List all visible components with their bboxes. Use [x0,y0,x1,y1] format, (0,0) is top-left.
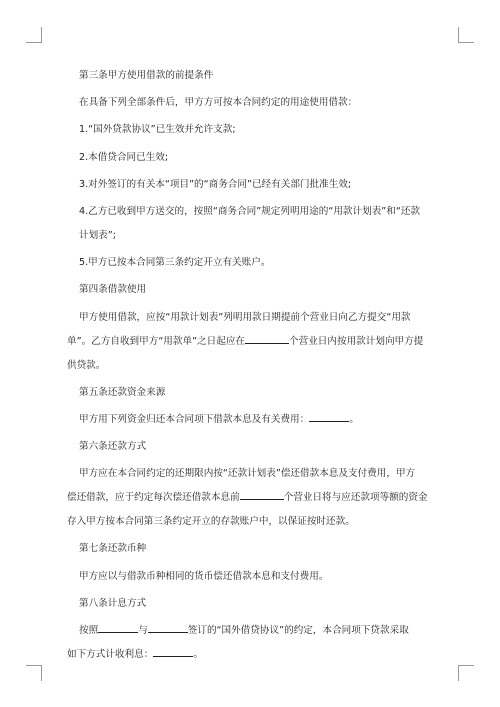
text-run: 与 [138,625,148,636]
crop-mark-top-left [41,27,42,43]
paragraph-line: 存入甲方按本合同第三条约定开立的存款账户中，以保证按时还款。 [67,516,355,528]
list-item: 1.“国外贷款协议”已生效并允许支款; [79,124,236,136]
text-run: 。 [193,649,203,660]
fill-in-blank[interactable] [153,646,193,657]
paragraph-line [79,619,435,643]
article-heading: 第六条还款方式 [79,441,147,453]
article-heading: 第八条计息方式 [79,597,147,609]
paragraph-line: 供贷款。 [67,359,106,371]
paragraph-line [67,330,435,354]
paragraph-line [67,643,435,667]
crop-mark-top-right [458,42,474,43]
paragraph-line [67,486,435,510]
text-run: 。 [349,413,359,425]
fill-in-blank[interactable] [245,333,289,344]
article-heading: 第四条借款使用 [79,284,147,296]
crop-mark-bottom-right [458,665,459,681]
crop-mark-bottom-right [458,665,474,666]
fill-in-blank[interactable] [98,622,138,633]
paragraph: 甲方应在本合同约定的还期限内按“还款计划表”偿还借款本息及支付费用，甲方 [79,468,416,480]
text-run: 如下方式计收利息： [67,649,154,660]
list-item: 2.本借贷合同已生效; [79,151,169,163]
crop-mark-top-left [26,42,42,43]
fill-in-blank[interactable] [148,622,188,633]
document-body [67,64,435,670]
fill-in-blank[interactable] [240,489,284,500]
list-item-continued: 计划表”; [79,229,116,241]
crop-mark-bottom-left [41,665,42,681]
text-run: 单”。乙方自收到甲方“用款单”之日起应在 [67,335,246,347]
list-item: 3.对外签订的有关本“项目”的“商务合同”已经有关部门批准生效; [79,178,352,190]
list-item: 5.甲方已按本合同第三条约定开立有关账户。 [79,257,271,269]
crop-mark-bottom-left [26,665,42,666]
list-item: 4.乙方已收到甲方送交的，按照“商务合同”规定列明用途的“用款计划表”和“还款 [79,205,421,217]
paragraph: 甲方应以与借款币种相同的货币偿还借款本息和支付费用。 [79,570,329,582]
article-heading: 第五条还款资金来源 [79,386,166,398]
paragraph: 在具备下列全部条件后，甲方方可按本合同约定的用途使用借款： [79,97,358,109]
text-run: 签订的“国外借贷协议”的约定，本合同项下贷款采取 [187,625,409,636]
text-run: 按照 [79,625,99,636]
fill-in-blank[interactable] [309,411,349,422]
article-heading: 第七条还款币种 [79,543,147,555]
text-run: 个营业日将与应还款项等额的资金 [283,492,428,504]
text-run: 甲方用下列资金归还本合同项下借款本息及有关费用： [79,413,310,425]
article-heading: 第三条甲方使用借款的前提条件 [79,70,214,81]
crop-mark-top-right [458,27,459,43]
paragraph: 甲方使用借款，应按“用款计划表”列明用款日期提前个营业日向乙方提交“用款 [79,311,411,323]
paragraph-line [79,408,435,432]
text-run: 个营业日内按用款计划向甲方提 [289,335,424,347]
text-run: 偿还借款，应于约定每次偿还借款本息前 [67,492,240,504]
